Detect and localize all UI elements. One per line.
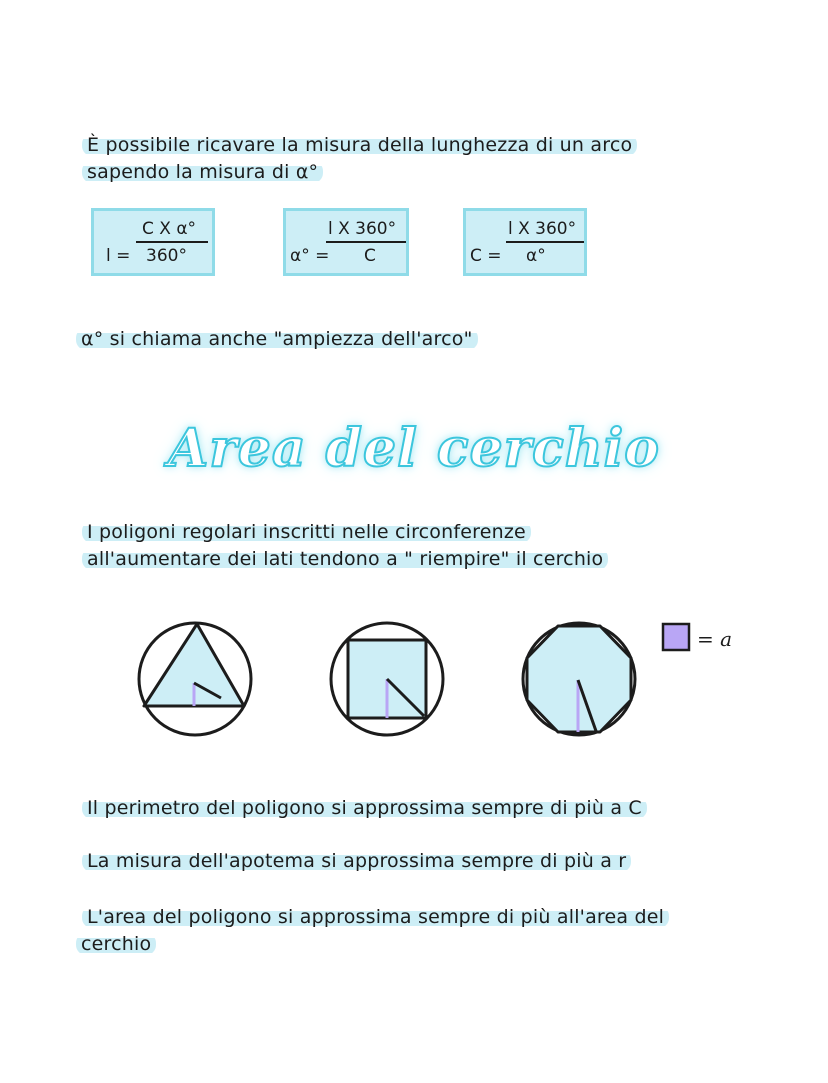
formula-denominator: α°: [526, 246, 546, 266]
formula-numerator: l X 360°: [508, 219, 577, 239]
statement-perimeter: [82, 796, 647, 821]
polygons-line-1-text: I poligoni regolari inscritti nelle circonferenze: [82, 521, 531, 543]
section-title: Area del cerchio: [168, 418, 660, 479]
formula-denominator: 360°: [146, 246, 187, 266]
formula-lhs: l =: [106, 246, 131, 266]
statement-apothem: [82, 849, 631, 874]
apothem-legend-label: = a: [697, 627, 733, 651]
square-in-circle: [331, 623, 443, 735]
amplitude-note-text: α° si chiama anche "ampiezza dell'arco": [76, 328, 478, 350]
triangle-in-circle: [139, 623, 251, 735]
formula-lhs: C =: [470, 246, 502, 266]
formula-numerator: l X 360°: [328, 219, 397, 239]
statement-area-1: [82, 905, 669, 930]
statement-area-text-1: L'area del poligono si approssima sempre di più all'area del: [82, 906, 669, 928]
octagon-in-circle: [523, 623, 635, 735]
statement-perimeter-text: Il perimetro del poligono si approssima sempre di più a C: [82, 797, 647, 819]
formula-numerator: C X α°: [142, 219, 197, 239]
intro-line-1-text: È possibile ricavare la misura della lunghezza di un arco: [82, 134, 637, 156]
formula-lhs: α° =: [290, 246, 330, 266]
statement-area-2: [76, 932, 156, 957]
polygons-line-2-text: all'aumentare dei lati tendono a " riempire" il cerchio: [82, 548, 608, 570]
statement-area-text-2: cerchio: [76, 933, 156, 955]
apothem-legend-swatch: [663, 624, 689, 650]
statement-apothem-text: La misura dell'apotema si approssima sempre di più a r: [82, 850, 631, 872]
formula-denominator: C: [364, 246, 376, 266]
intro-line-2-text: sapendo la misura di α°: [82, 161, 323, 183]
